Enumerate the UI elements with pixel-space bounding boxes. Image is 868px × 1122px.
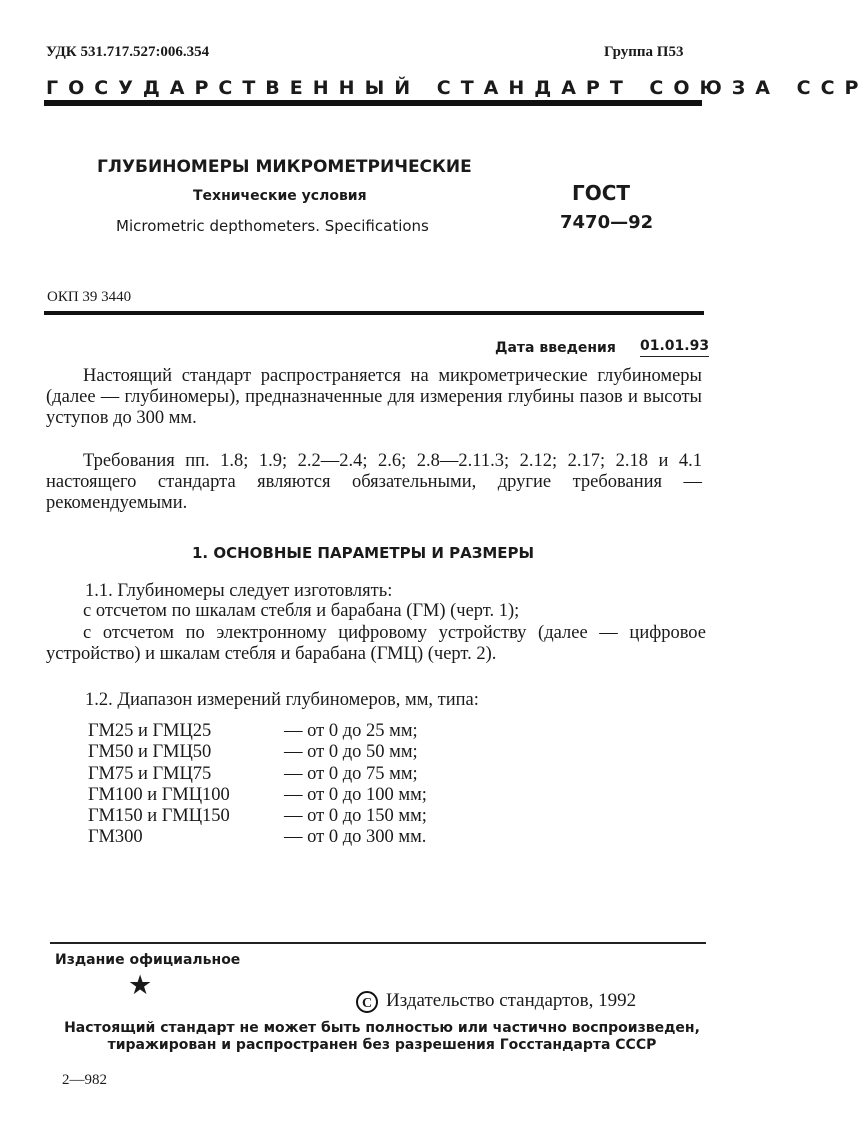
range-row: [88, 721, 418, 742]
gost-number: 7470—92: [560, 212, 654, 233]
document-subtitle-english: Micrometric depthometers. Specifications: [116, 217, 429, 235]
document-subtitle: Технические условия: [193, 188, 367, 204]
group-code: Группа П53: [604, 44, 684, 60]
header-rule: [44, 100, 702, 106]
requirements-paragraph: Требования пп. 1.8; 1.9; 2.2—2.4; 2.6; 2.8—2.11.3; 2.12; 2.17; 2.18 и 4.1 настоящего стандарта являются обязательными, другие требования — рекомендуемыми.: [46, 451, 702, 513]
range-types: ГМ25 и ГМЦ25: [88, 721, 212, 741]
range-value: — от 0 до 50 мм;: [284, 742, 418, 762]
range-value: — от 0 до 75 мм;: [284, 764, 418, 784]
intro-date-value: 01.01.93: [640, 338, 709, 357]
range-row: [88, 785, 427, 806]
document-title: ГЛУБИНОМЕРЫ МИКРОМЕТРИЧЕСКИЕ: [97, 157, 472, 177]
item-1-2: 1.2. Диапазон измерений глубиномеров, мм, типа:: [85, 690, 479, 710]
item-1-1-a: с отсчетом по шкалам стебля и барабана (ГМ) (черт. 1);: [83, 601, 520, 621]
okp-rule: [44, 311, 704, 315]
range-row: [88, 806, 427, 827]
range-row: [88, 764, 418, 785]
item-1-1-b: с отсчетом по электронному цифровому устройству (далее — цифровое устройство) и шкалам стебля и барабана (ГМЦ) (черт. 2).: [46, 623, 706, 664]
reproduction-notice: Настоящий стандарт не может быть полностью или частично воспроизведен, тиражирован и распространен без разрешения Госстандарта СССР: [64, 1020, 700, 1053]
copyright-line: [356, 990, 636, 1013]
range-types: ГМ300: [88, 827, 143, 847]
range-row: [88, 827, 426, 848]
organization-title: ГОСУДАРСТВЕННЫЙ СТАНДАРТ СОЮЗА ССР: [46, 77, 868, 99]
sheet-number: 2—982: [62, 1072, 107, 1088]
range-types: ГМ75 и ГМЦ75: [88, 764, 212, 784]
range-types: ГМ50 и ГМЦ50: [88, 742, 212, 762]
official-edition-label: Издание официальное: [55, 952, 241, 968]
copyright-icon: С: [356, 991, 378, 1013]
range-types: ГМ100 и ГМЦ100: [88, 785, 230, 805]
intro-date-label: Дата введения: [495, 340, 616, 356]
copyright-text: Издательство стандартов, 1992: [386, 990, 637, 1011]
range-types: ГМ150 и ГМЦ150: [88, 806, 230, 826]
footer-rule: [50, 942, 706, 944]
range-value: — от 0 до 150 мм;: [284, 806, 427, 826]
range-value: — от 0 до 100 мм;: [284, 785, 427, 805]
range-value: — от 0 до 25 мм;: [284, 721, 418, 741]
range-value: — от 0 до 300 мм.: [284, 827, 427, 847]
scope-paragraph: Настоящий стандарт распространяется на микрометрические глубиномеры (далее — глубиномеры), предназначенные для измерения глубины пазов и высоты уступов до 300 мм.: [46, 366, 702, 428]
section-heading: 1. ОСНОВНЫЕ ПАРАМЕТРЫ И РАЗМЕРЫ: [192, 544, 535, 562]
okp-code: ОКП 39 3440: [47, 289, 132, 305]
gost-label: ГОСТ: [572, 181, 631, 205]
udk-code: УДК 531.717.527:006.354: [46, 44, 210, 60]
star-icon: ★: [128, 970, 153, 1000]
item-1-1: 1.1. Глубиномеры следует изготовлять:: [85, 581, 393, 601]
range-row: [88, 742, 418, 763]
